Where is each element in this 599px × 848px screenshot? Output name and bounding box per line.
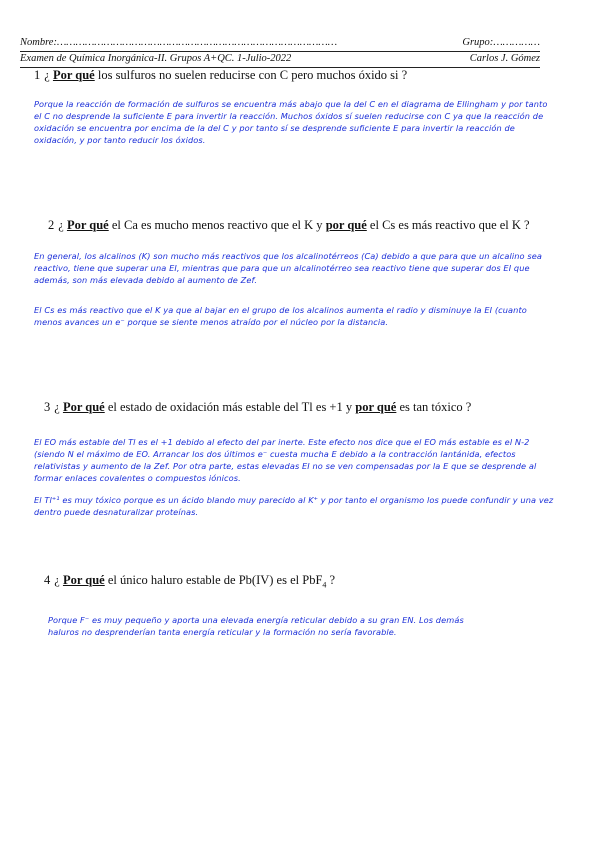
name-group-line <box>20 36 540 49</box>
answer-4: Porque F⁻ es muy pequeño y aporta una elevada energía reticular debido a su gran EN. Los demás haluros no desprenderían tanta energía reticular y la formación no sería favorable. <box>48 615 464 637</box>
exam-title: Examen de Química Inorgánica-II. Grupos A+QC. 1-Julio-2022 <box>20 53 292 64</box>
question-1: 1 ¿ Por qué los sulfuros no suelen reducirse con C pero muchos óxido si ? <box>34 68 408 82</box>
group-line: Grupo:…………… <box>462 37 540 48</box>
question-4: 4 ¿ Por qué el único haluro estable de Pb(IV) es el PbF$_4$ ? <box>44 573 336 590</box>
exam-info-line <box>20 52 540 65</box>
answer-1: Porque la reacción de formación de sulfuros se encuentra más abajo que la del C en el diagrama de Ellingham y por tanto el C no desprende la suficiente E para invertir la reacción. Muchos óxidos sí suelen reducirse con C ya que la reacción de oxidación se encuentra por encima de la del C y por tanto sí se desprende suficiente E para invertir la reacción de oxidación, y por tanto reducir los óxidos. <box>34 99 548 145</box>
name-line: Nombre:……………………………………………………………………………… <box>20 37 338 48</box>
answer-2: En general, los alcalinos (K) son mucho más reactivos que los alcalinotérreos (Ca) debido a que para que un alcalino sea reactivo, tiene que superar una EI, mientras que para que un alcalinotérreo sea reactivo tiene que superar dos EI que además, son más elevada debido al aumento de Zef. El Cs es más reactivo que el K ya que al bajar en el grupo de los alcalinos aumenta el radio y disminuye la EI (cuanto menos avances un e⁻ porque se siente menos atraído por el núcleo por la distancia. <box>34 251 542 327</box>
author: Carlos J. Gómez <box>469 53 540 64</box>
question-3: 3 ¿ Por qué el estado de oxidación más estable del Tl es +1 y por qué es tan tóxico ? <box>44 400 472 414</box>
answer-3: El EO más estable del Tl es el +1 debido al efecto del par inerte. Este efecto nos dice que el EO más estable es el N-2 (siendo N el máximo de EO. Arrancar los dos últimos e⁻ cuesta mucha E debido a la contracción lantánida, efectos relativistas y aumento de la Zef. Por otra parte, estas elevadas EI no se ven compensadas por la E que se desprende al formar enlaces covalentes o compuestos iónicos. El Tl⁺¹ es muy tóxico porque es un ácido blando muy parecido al K⁺ y por tanto el organismo los puede confundir y una vez dentro puede desnaturalizar proteínas. <box>34 437 554 517</box>
exam-header <box>20 36 540 68</box>
question-2: 2 ¿ Por qué el Ca es mucho menos reactivo que el K y por qué el Cs es más reactivo que el K ? <box>48 218 530 232</box>
